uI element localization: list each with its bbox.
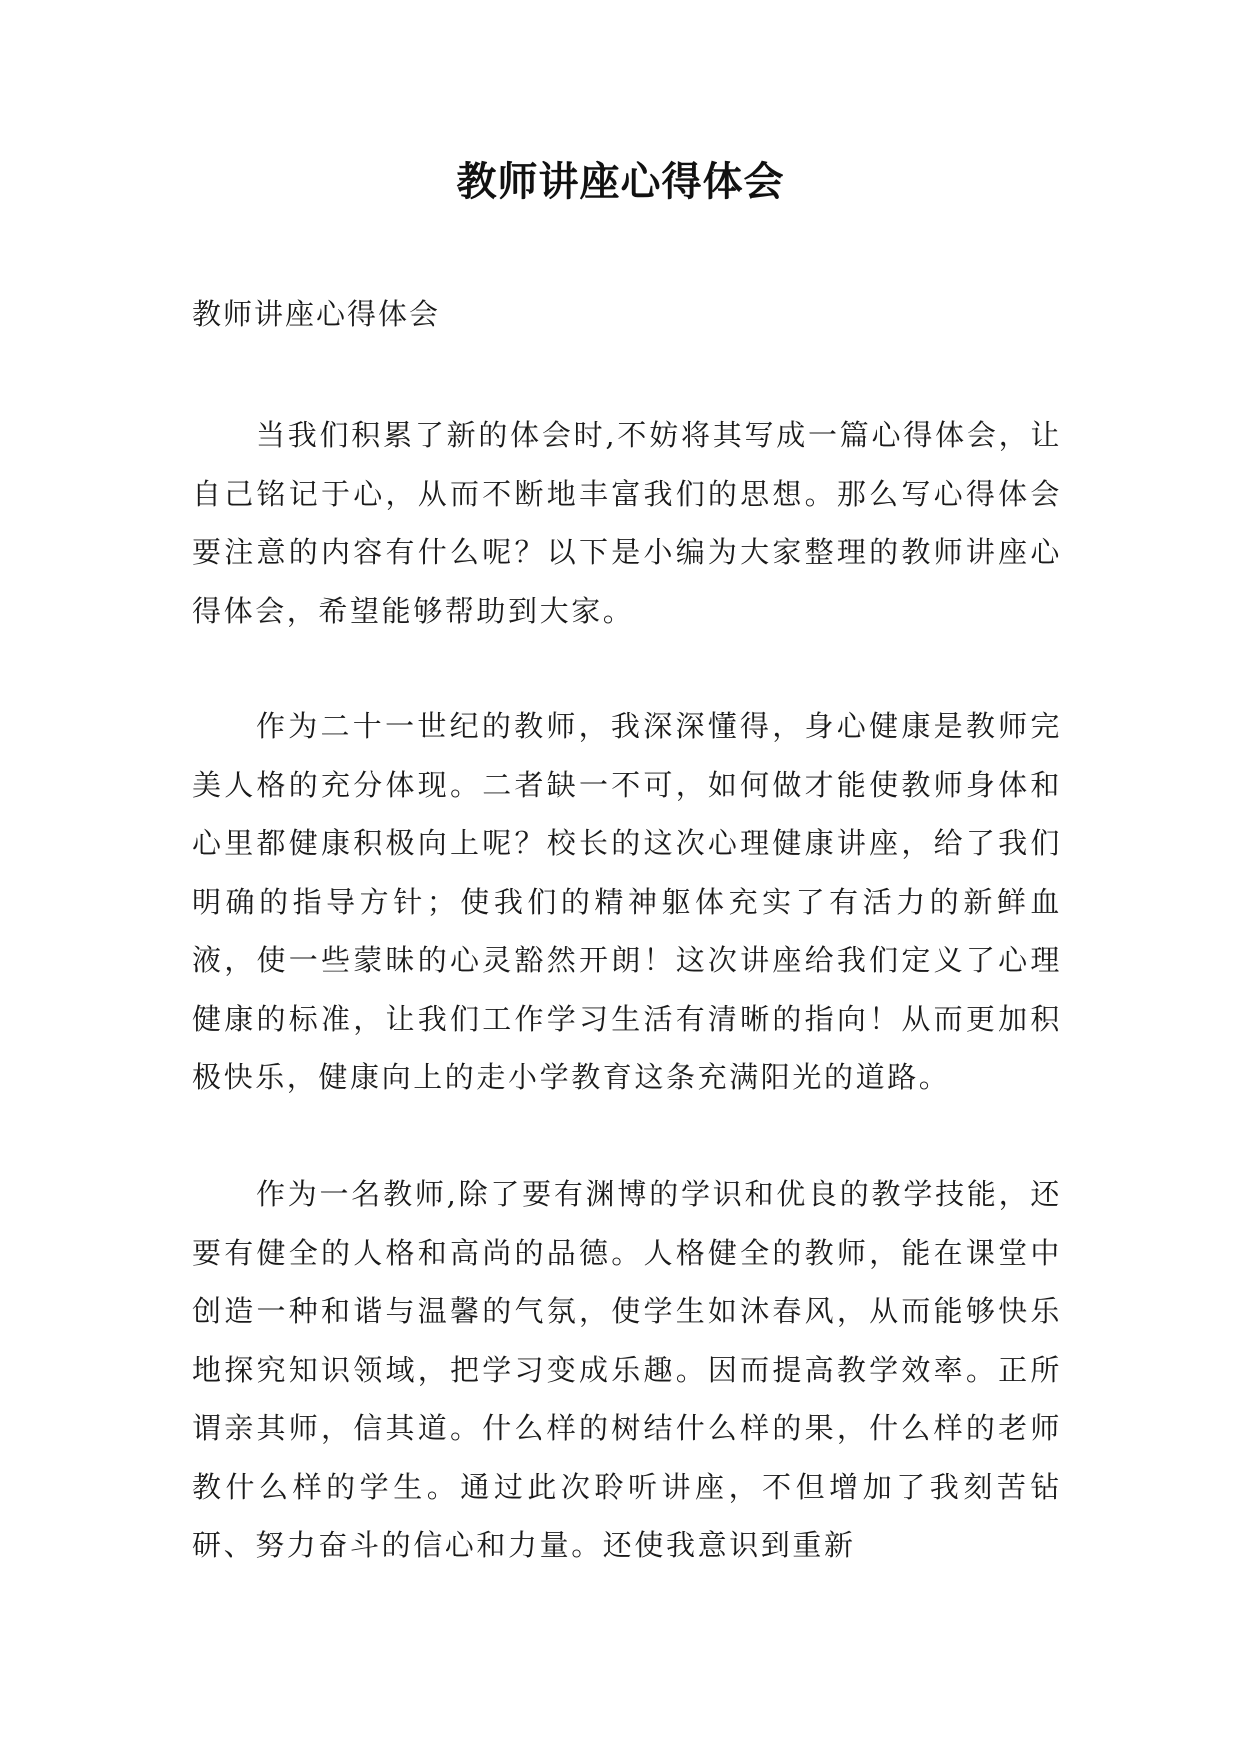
paragraph-intro: 当我们积累了新的体会时,不妨将其写成一篇心得体会，让自己铭记于心，从而不断地丰富我们的思想。那么写心得体会要注意的内容有什么呢？以下是小编为大家整理的教师讲座心得体会，希望能够帮助到大家。 — [192, 418, 1062, 628]
document-subtitle: 教师讲座心得体会 — [192, 297, 441, 331]
document-title: 教师讲座心得体会 — [456, 159, 785, 205]
paragraph-personality: 作为一名教师,除了要有渊博的学识和优良的教学技能，还要有健全的人格和高尚的品德。人格健全的教师，能在课堂中创造一种和谐与温馨的气氛，使学生如沐春风，从而能够快乐地探究知识领域，把学习变成乐趣。因而提高教学效率。正所谓亲其师，信其道。什么样的树结什么样的果，什么样的老师教什么样的学生。通过此次聆听讲座，不但增加了我刻苦钻研、努力奋斗的信心和力量。还使我意识到重新 — [192, 1177, 1062, 1562]
paragraph-health: 作为二十一世纪的教师，我深深懂得，身心健康是教师完美人格的充分体现。二者缺一不可，如何做才能使教师身体和心里都健康积极向上呢？校长的这次心理健康讲座，给了我们明确的指导方针；使我们的精神躯体充实了有活力的新鲜血液，使一些蒙昧的心灵豁然开朗！这次讲座给我们定义了心理健康的标准，让我们工作学习生活有清晰的指向！从而更加积极快乐，健康向上的走小学教育这条充满阳光的道路。 — [192, 709, 1062, 1094]
